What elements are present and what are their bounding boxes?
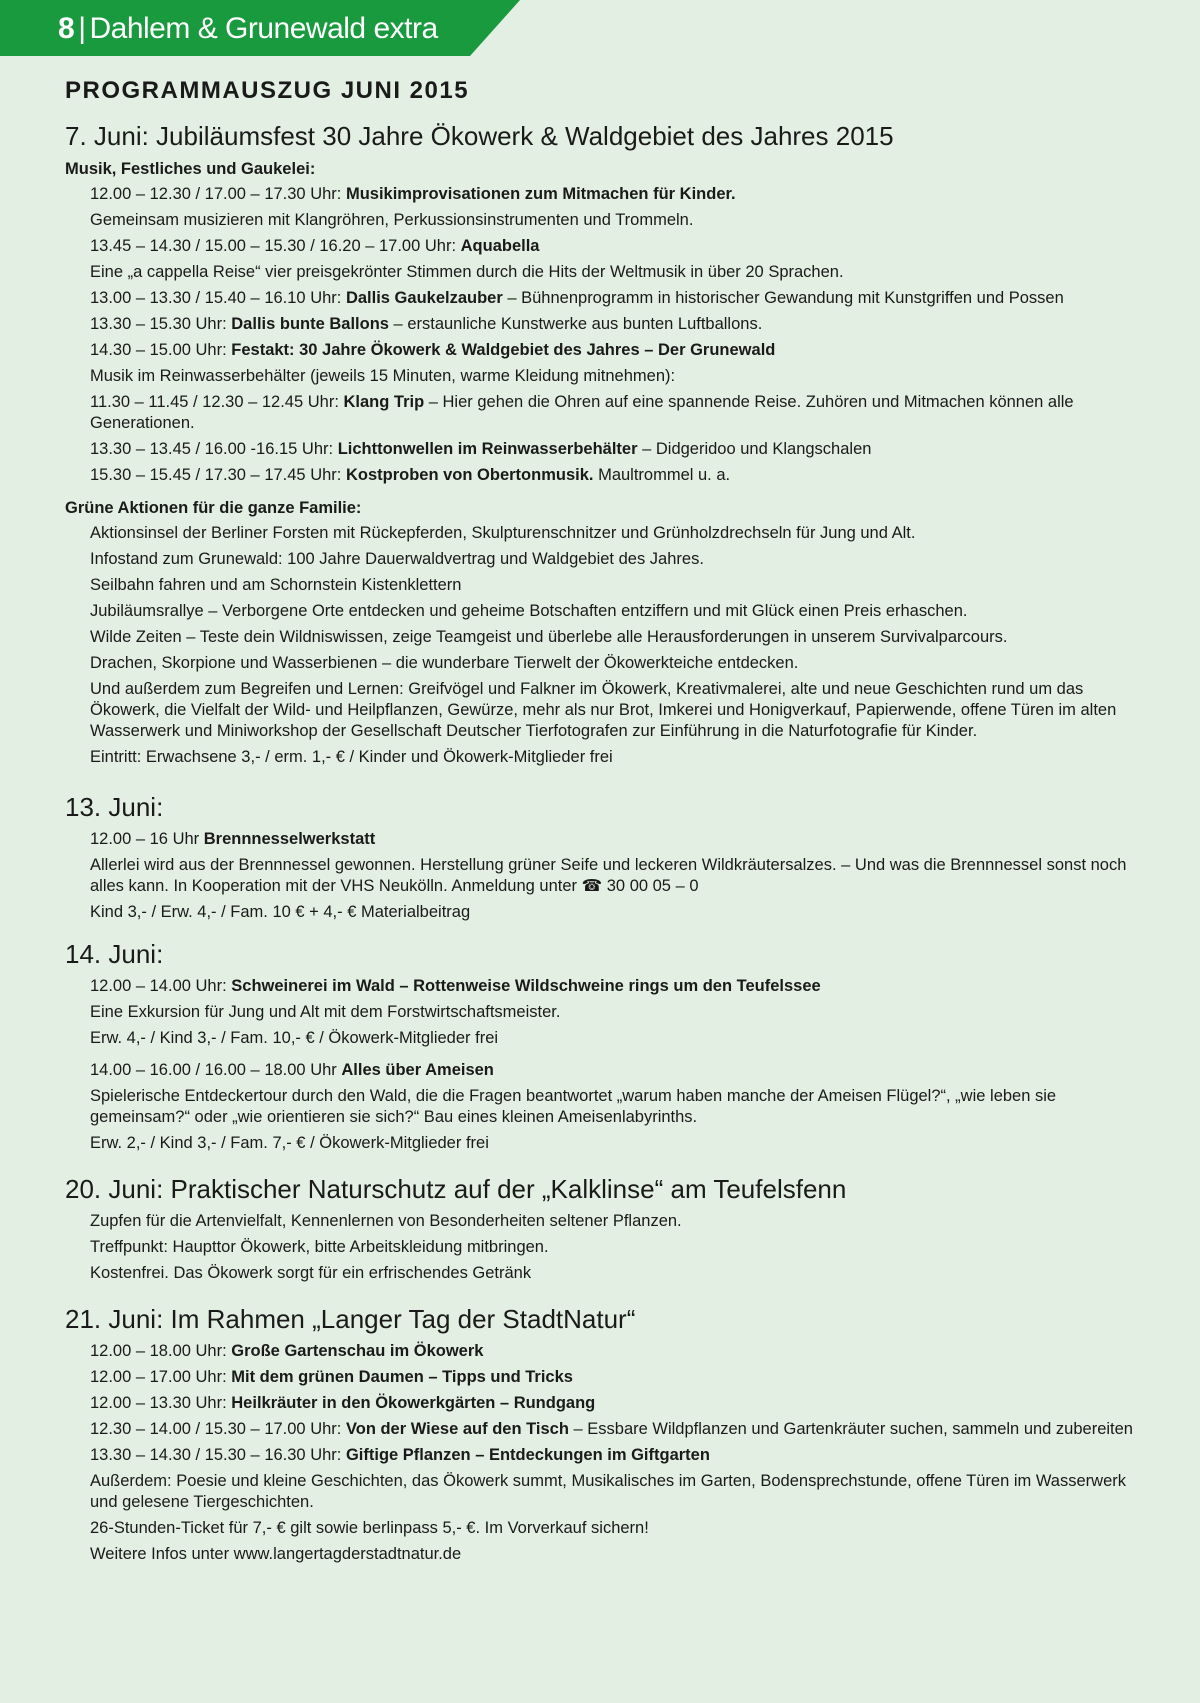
section-heading: Grüne Aktionen für die ganze Familie: bbox=[65, 499, 362, 517]
line-text: 13.45 – 14.30 / 15.00 – 15.30 / 16.20 – 17.00 Uhr: bbox=[90, 237, 461, 255]
event-name: Klang Trip bbox=[343, 393, 425, 411]
line-text: Treffpunkt: Haupttor Ökowerk, bitte Arbeitskleidung mitbringen. bbox=[90, 1238, 549, 1256]
program-line bbox=[65, 366, 1135, 387]
section-heading: Musik, Festliches und Gaukelei: bbox=[65, 160, 316, 178]
line-text: 12.00 – 12.30 / 17.00 – 17.30 Uhr: bbox=[90, 185, 346, 203]
event-name: Alles über Ameisen bbox=[341, 1061, 494, 1079]
line-text: 13.30 – 15.30 Uhr: bbox=[90, 315, 232, 333]
program-line bbox=[65, 236, 1135, 257]
program-line bbox=[65, 747, 1135, 768]
line-text: 14.00 – 16.00 / 16.00 – 18.00 Uhr bbox=[90, 1061, 342, 1079]
program-day bbox=[65, 120, 1135, 791]
line-text: Und außerdem zum Begreifen und Lernen: Greifvögel und Falkner im Ökowerk, Kreativmalerei, alte und neue Geschichten rund um das Ökowerk, die Vielfalt der Wild- und Heilpflanzen, Gewürze, mehr als nur Brot, Imkerei und Honigverkauf, Papierwende, offene Türen im alten Wasserwerk und Miniworkshop der Gesellschaft Deutscher Tierfotografen zur Einführung in die Naturfotografie für Kinder. bbox=[90, 680, 1117, 740]
event-name: Dallis bunte Ballons bbox=[231, 315, 389, 333]
program-line bbox=[65, 1544, 1135, 1565]
program-title: PROGRAMMAUSZUG JUNI 2015 bbox=[65, 77, 470, 104]
line-text: Maultrommel u. a. bbox=[593, 466, 731, 484]
program-line bbox=[65, 976, 1135, 997]
program-line bbox=[65, 1471, 1135, 1513]
program-line bbox=[65, 465, 1135, 486]
day-title: 7. Juni: Jubiläumsfest 30 Jahre Ökowerk & Waldgebiet des Jahres 2015 bbox=[65, 121, 894, 151]
program-line bbox=[65, 1237, 1135, 1258]
event-name: Kostproben von Obertonmusik. bbox=[345, 466, 594, 484]
program-line bbox=[65, 575, 1135, 596]
line-text: Eine „a cappella Reise“ vier preisgekrönter Stimmen durch die Hits der Weltmusik in über 20 Sprachen. bbox=[90, 263, 844, 281]
event-name: Musikimprovisationen zum Mitmachen für Kinder. bbox=[345, 185, 736, 203]
line-text: 12.00 – 14.00 Uhr: bbox=[90, 977, 232, 995]
line-text: 12.00 – 17.00 Uhr: bbox=[90, 1368, 232, 1386]
program-line bbox=[65, 1393, 1135, 1414]
header-title-bar bbox=[58, 12, 438, 46]
program-day bbox=[65, 938, 1135, 1173]
line-text: – Didgeridoo und Klangschalen bbox=[637, 440, 872, 458]
event-name: Heilkräuter in den Ökowerkgärten – Rundgang bbox=[231, 1394, 596, 1412]
program-line bbox=[65, 627, 1135, 648]
program-line bbox=[65, 1133, 1135, 1154]
program-line bbox=[65, 1028, 1135, 1049]
event-name: Große Gartenschau im Ökowerk bbox=[231, 1342, 484, 1360]
line-text: 11.30 – 11.45 / 12.30 – 12.45 Uhr: bbox=[90, 393, 344, 411]
program-line bbox=[65, 1002, 1135, 1023]
program-line bbox=[65, 439, 1135, 460]
header-separator: | bbox=[78, 12, 86, 45]
line-text: Erw. 2,- / Kind 3,- / Fam. 7,- € / Ökowerk-Mitglieder frei bbox=[90, 1134, 489, 1152]
event-name: Brennnesselwerkstatt bbox=[203, 830, 376, 848]
day-title: 21. Juni: Im Rahmen „Langer Tag der StadtNatur“ bbox=[65, 1304, 636, 1334]
line-text: Eine Exkursion für Jung und Alt mit dem Forstwirtschaftsmeister. bbox=[90, 1003, 561, 1021]
program-line bbox=[65, 184, 1135, 205]
line-text: 13.30 – 14.30 / 15.30 – 16.30 Uhr: bbox=[90, 1446, 346, 1464]
program-line bbox=[65, 210, 1135, 231]
program-day bbox=[65, 1173, 1135, 1303]
program-line bbox=[65, 1419, 1135, 1440]
program-line bbox=[65, 1518, 1135, 1539]
event-name: Lichttonwellen im Reinwasserbehälter bbox=[337, 440, 638, 458]
day-title: 20. Juni: Praktischer Naturschutz auf der „Kalklinse“ am Teufelsfenn bbox=[65, 1174, 847, 1204]
line-text: 14.30 – 15.00 Uhr: bbox=[90, 341, 232, 359]
program-line bbox=[65, 1367, 1135, 1388]
program-line bbox=[65, 523, 1135, 544]
line-text: 12.00 – 13.30 Uhr: bbox=[90, 1394, 232, 1412]
program-line bbox=[65, 902, 1135, 923]
day-title: 14. Juni: bbox=[65, 939, 164, 969]
line-text: 13.00 – 13.30 / 15.40 – 16.10 Uhr: bbox=[90, 289, 346, 307]
line-text: Jubiläumsrallye – Verborgene Orte entdecken und geheime Botschaften entziffern und mit Glück einen Preis erhaschen. bbox=[90, 602, 968, 620]
page-number: 8 bbox=[58, 12, 75, 45]
program-line bbox=[65, 262, 1135, 283]
line-text: Aktionsinsel der Berliner Forsten mit Rückepferden, Skulpturenschnitzer und Grünholzdrechseln für Jung und Alt. bbox=[90, 524, 916, 542]
program-line bbox=[65, 392, 1135, 434]
line-text: Erw. 4,- / Kind 3,- / Fam. 10,- € / Ökowerk-Mitglieder frei bbox=[90, 1029, 499, 1047]
line-text: Kind 3,- / Erw. 4,- / Fam. 10 € + 4,- € Materialbeitrag bbox=[90, 903, 471, 921]
event-name: Giftige Pflanzen – Entdeckungen im Giftgarten bbox=[345, 1446, 710, 1464]
event-name: Schweinerei im Wald – Rottenweise Wildschweine rings um den Teufelssee bbox=[231, 977, 821, 995]
program-day bbox=[65, 1303, 1135, 1565]
program-line bbox=[65, 679, 1135, 742]
line-text: Wilde Zeiten – Teste dein Wildniswissen, zeige Teamgeist und überlebe alle Herausforderungen in unserem Survivalparcours. bbox=[90, 628, 1008, 646]
line-text: 26-Stunden-Ticket für 7,- € gilt sowie berlinpass 5,- €. Im Vorverkauf sichern! bbox=[90, 1519, 649, 1537]
program-line bbox=[65, 1211, 1135, 1232]
line-text: 15.30 – 15.45 / 17.30 – 17.45 Uhr: bbox=[90, 466, 346, 484]
program-line bbox=[65, 1445, 1135, 1466]
program-line bbox=[65, 855, 1135, 897]
program-line bbox=[65, 314, 1135, 335]
program-content bbox=[65, 76, 1135, 1570]
line-text: 13.30 – 13.45 / 16.00 -16.15 Uhr: bbox=[90, 440, 338, 458]
line-text: – Hier gehen die Ohren auf eine spannende Reise. Zuhören und Mitmachen können alle Generationen. bbox=[90, 393, 1074, 432]
line-text: – Bühnenprogramm in historischer Gewandung mit Kunstgriffen und Possen bbox=[502, 289, 1064, 307]
line-text: 12.00 – 16 Uhr bbox=[90, 830, 204, 848]
line-text: Zupfen für die Artenvielfalt, Kennenlernen von Besonderheiten seltener Pflanzen. bbox=[90, 1212, 682, 1230]
line-text: Spielerische Entdeckertour durch den Wald, die die Fragen beantwortet „warum haben manche der Ameisen Flügel?“, „wie leben sie gemeinsam?“ oder „wie orientieren sie sich?“ Bau eines kleinen Ameisenlabyrinths. bbox=[90, 1087, 1057, 1126]
program-line bbox=[65, 1060, 1135, 1081]
line-text: – Essbare Wildpflanzen und Gartenkräuter suchen, sammeln und zubereiten bbox=[568, 1420, 1133, 1438]
line-text: Allerlei wird aus der Brennnessel gewonnen. Herstellung grüner Seife und leckeren Wildkräutersalzes. – Und was die Brennnessel sonst noch alles kann. In Kooperation mit der VHS Neukölln. Anmeldung unter ☎ 30 00 05 – 0 bbox=[90, 856, 1127, 895]
program-line bbox=[65, 1341, 1135, 1362]
program-day bbox=[65, 791, 1135, 938]
program-line bbox=[65, 601, 1135, 622]
publication-title: Dahlem & Grunewald extra bbox=[89, 12, 438, 45]
event-name: Dallis Gaukelzauber bbox=[345, 289, 503, 307]
line-text: Musik im Reinwasserbehälter (jeweils 15 Minuten, warme Kleidung mitnehmen): bbox=[90, 367, 676, 385]
line-text: Infostand zum Grunewald: 100 Jahre Dauerwaldvertrag und Waldgebiet des Jahres. bbox=[90, 550, 704, 568]
program-line bbox=[65, 829, 1135, 850]
line-text: Drachen, Skorpione und Wasserbienen – die wunderbare Tierwelt der Ökowerkteiche entdecken. bbox=[90, 654, 799, 672]
line-text: Gemeinsam musizieren mit Klangröhren, Perkussionsinstrumenten und Trommeln. bbox=[90, 211, 694, 229]
program-days bbox=[65, 120, 1135, 1565]
line-text: Außerdem: Poesie und kleine Geschichten, das Ökowerk summt, Musikalisches im Garten, Bodensprechstunde, offene Türen im Wasserwerk und gelesene Tiergeschichten. bbox=[90, 1472, 1126, 1511]
program-line bbox=[65, 340, 1135, 361]
program-line bbox=[65, 288, 1135, 309]
event-name: Festakt: 30 Jahre Ökowerk & Waldgebiet des Jahres – Der Grunewald bbox=[231, 341, 776, 359]
program-line bbox=[65, 653, 1135, 674]
line-text: – erstaunliche Kunstwerke aus bunten Luftballons. bbox=[388, 315, 763, 333]
event-name: Von der Wiese auf den Tisch bbox=[345, 1420, 569, 1438]
line-text: Kostenfrei. Das Ökowerk sorgt für ein erfrischendes Getränk bbox=[90, 1264, 532, 1282]
line-text: Seilbahn fahren und am Schornstein Kistenklettern bbox=[90, 576, 462, 594]
event-name: Mit dem grünen Daumen – Tipps und Tricks bbox=[231, 1368, 573, 1386]
line-text: Weitere Infos unter www.langertagderstadtnatur.de bbox=[90, 1545, 462, 1563]
line-text: 12.00 – 18.00 Uhr: bbox=[90, 1342, 232, 1360]
program-line bbox=[65, 1086, 1135, 1128]
day-title: 13. Juni: bbox=[65, 792, 164, 822]
program-line bbox=[65, 1263, 1135, 1284]
line-text: Eintritt: Erwachsene 3,- / erm. 1,- € / Kinder und Ökowerk-Mitglieder frei bbox=[90, 748, 613, 766]
event-name: Aquabella bbox=[460, 237, 540, 255]
line-text: 12.30 – 14.00 / 15.30 – 17.00 Uhr: bbox=[90, 1420, 346, 1438]
program-line bbox=[65, 549, 1135, 570]
